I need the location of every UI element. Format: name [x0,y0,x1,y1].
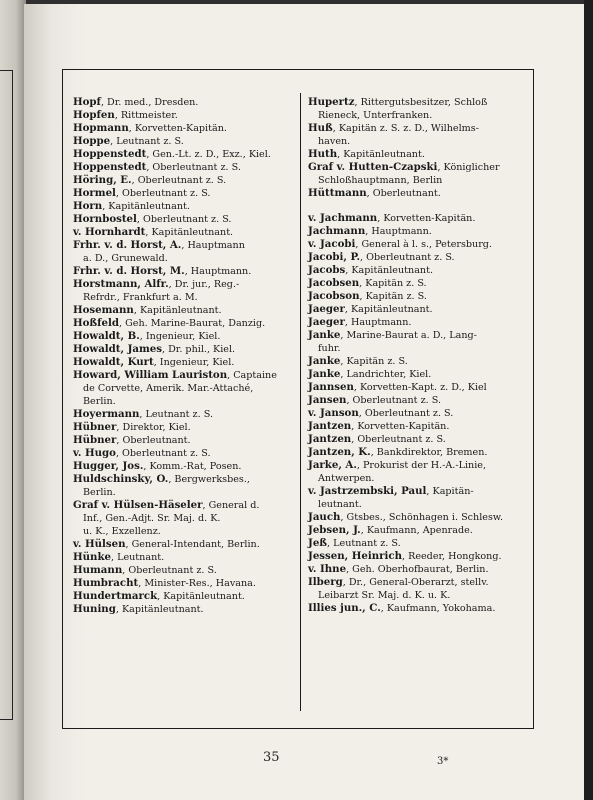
entry-details: a. D., Grunewald. [83,253,168,264]
entry-details: , Captaine [227,370,277,381]
directory-entry [73,434,297,447]
directory-entry [73,447,297,460]
entry-details: , Kapitän z. S. [359,291,427,302]
directory-entry [73,538,297,551]
entry-name: Jachmann [308,225,366,237]
directory-entry [73,213,297,226]
directory-entry [308,225,530,238]
entry-details: , Bankdirektor, Bremen. [370,447,488,458]
directory-entry [308,212,530,225]
directory-entry [308,109,530,122]
entry-name: Hopfen [73,109,115,121]
directory-entry [73,278,297,291]
entry-details: , General à l. s., Petersburg. [355,239,492,250]
directory-entry [73,408,297,421]
entry-name: v. Hülsen [73,538,126,550]
right-column [308,96,530,615]
entry-details: , Hauptmann. [184,266,252,277]
entry-name: Jantzen, K. [308,446,371,458]
entry-name: Huth [308,148,338,160]
directory-entry [73,395,297,408]
directory-entry [73,473,297,486]
entry-name: Jantzen [308,433,352,445]
entry-name: Hormel [73,187,116,199]
entry-name: v. Jachmann [308,212,378,224]
entry-name: Janke [308,355,341,367]
entry-name: Hugger, Jos. [73,460,144,472]
entry-details: , Oberleutnant z. S. [346,395,442,406]
entry-name: Hübner [73,421,117,433]
entry-name: v. Janson [308,407,359,419]
directory-entry [73,421,297,434]
entry-details: , Kapitän- [426,486,474,497]
entry-details: , Königlicher [437,162,500,173]
entry-name: Jauch [308,511,341,523]
directory-entry [308,459,530,472]
directory-entry [73,356,297,369]
directory-entry [308,355,530,368]
directory-entry [308,576,530,589]
entry-details: , Korvetten-Kapitän. [351,421,450,432]
entry-details: , Gen.-Lt. z. D., Exz., Kiel. [146,149,271,160]
directory-entry [308,589,530,602]
directory-entry [73,499,297,512]
directory-entry [308,122,530,135]
entry-name: Hopmann [73,122,129,134]
directory-entry [308,511,530,524]
entry-details: , Kapitänleutnant. [133,305,222,316]
directory-entry [73,486,297,499]
entry-name: Frhr. v. d. Horst, M. [73,265,185,277]
entry-name: Horstmann, Alfr. [73,278,169,290]
entry-details: , General d. [202,500,260,511]
entry-name: Janke [308,368,341,380]
entry-details: Rieneck, Unterfranken. [318,110,433,121]
entry-name: Jacobi, P. [308,251,361,263]
entry-details: , Rittmeister. [114,110,178,121]
entry-name: Frhr. v. d. Horst, A. [73,239,182,251]
entry-details: , Hauptmann. [365,226,432,237]
entry-name: Howaldt, James [73,343,163,355]
entry-name: Howard, William Lauriston [73,369,228,381]
entry-details: , Komm.-Rat, Posen. [143,461,242,472]
directory-entry [308,290,530,303]
directory-entry [73,226,297,239]
entry-name: Hoßfeld [73,317,120,329]
entry-details: fuhr. [318,343,341,354]
text-frame [62,69,534,729]
entry-name: v. Ihne [308,563,347,575]
directory-entry [308,148,530,161]
entry-details: , Kapitänleutnant. [344,304,433,315]
entry-details: , Prokurist der H.-A.-Linie, [356,460,487,471]
entry-details: , Oberleutnant z. S. [360,252,455,263]
entry-details: , Kapitän z. S. z. D., Wilhelms- [332,123,479,134]
directory-entry [308,187,530,200]
entry-name: Hübner [73,434,117,446]
entry-details: , Dr., General-Oberarzt, stellv. [342,577,489,588]
directory-entry [308,264,530,277]
entry-name: Graf v. Hutten-Czapski [308,161,438,173]
entry-details: , Oberleutnant. [366,188,441,199]
directory-entry [73,252,297,265]
entry-details: , Dr. med., Dresden. [100,97,199,108]
entry-name: Jantzen [308,420,352,432]
entry-name: Hopf [73,96,101,108]
entry-name: Jacobsen [308,277,360,289]
entry-name: Hupertz [308,96,355,108]
directory-entry [308,238,530,251]
entry-details: , Oberleutnant z. S. [115,188,211,199]
entry-details: Refrdr., Frankfurt a. M. [83,292,198,303]
directory-entry [308,550,530,563]
entry-name: Hornbostel [73,213,137,225]
entry-details: , Oberleutnant. [116,435,191,446]
directory-entry [73,551,297,564]
directory-entry [73,603,297,616]
entry-details: , Oberleutnant z. S. [136,214,232,225]
entry-name: Illies jun., C. [308,602,381,614]
entry-details: , Leutnant z. S. [139,409,213,420]
entry-name: Hundertmarck [73,590,158,602]
directory-entry [308,174,530,187]
entry-details: , Marine-Baurat a. D., Lang- [340,330,477,341]
entry-details: , Leutnant z. S. [327,538,401,549]
directory-entry [308,316,530,329]
directory-entry [73,590,297,603]
entry-details: , Hauptmann [181,240,245,251]
entry-details: , Gtsbes., Schönhagen i. Schlesw. [340,512,503,523]
entry-details: , Kapitänleutnant. [115,604,204,615]
directory-entry [308,161,530,174]
directory-entry [308,537,530,550]
entry-name: Jessen, Heinrich [308,550,402,562]
entry-name: Ilberg [308,576,343,588]
entry-details: Antwerpen. [318,473,375,484]
entry-details: , Kapitänleutnant. [345,265,433,276]
entry-name: v. Hugo [73,447,116,459]
entry-details: , Kapitänleutnant. [157,591,245,602]
entry-name: Jaeger [308,303,345,315]
entry-name: Huning [73,603,116,615]
directory-entry [308,394,530,407]
entry-name: Jebsen, J. [308,524,361,536]
directory-entry [308,368,530,381]
entry-details: haven. [318,136,351,147]
directory-entry [73,96,297,109]
entry-name: Höring, E. [73,174,132,186]
entry-details: , Reeder, Hongkong. [402,551,502,562]
entry-details: Berlin. [83,487,116,498]
directory-entry [308,485,530,498]
directory-entry [308,381,530,394]
entry-details: Inf., Gen.-Adjt. Sr. Maj. d. K. [83,513,221,524]
entry-details: , Kapitän z. S. [359,278,427,289]
directory-entry [73,239,297,252]
entry-details: , Kaufmann, Apenrade. [360,525,473,536]
entry-name: Hoppe [73,135,111,147]
entry-name: v. Jacobi [308,238,356,250]
entry-details: , Oberleutnant z. S. [115,448,211,459]
entry-details: , General-Intendant, Berlin. [125,539,260,550]
page-number: 35 [263,750,280,765]
column-divider [300,93,301,711]
entry-name: Howaldt, Kurt [73,356,154,368]
directory-entry [308,602,530,615]
entry-name: Janke [308,329,341,341]
book-page [24,4,584,800]
directory-entry [308,277,530,290]
directory-entry [73,369,297,382]
entry-details: de Corvette, Amerik. Mar.-Attaché, [83,383,254,394]
entry-details: , Oberleutnant z. S. [146,162,241,173]
entry-details: , Minister-Res., Havana. [138,578,256,589]
entry-details: , Geh. Marine-Baurat, Danzig. [119,318,266,329]
directory-entry [73,564,297,577]
left-page-edge [0,0,26,800]
entry-details: , Korvetten-Kapitän. [128,123,227,134]
entry-name: Jacobson [308,290,360,302]
directory-entry [73,460,297,473]
directory-entry [308,472,530,485]
entry-name: Graf v. Hülsen-Häseler [73,499,203,511]
entry-details: , Landrichter, Kiel. [340,369,432,380]
entry-details: , Geh. Oberhofbaurat, Berlin. [346,564,489,575]
directory-entry [308,251,530,264]
entry-name: Hoppenstedt [73,148,147,160]
entry-name: Jeß [308,537,328,549]
directory-entry [308,342,530,355]
entry-details: , Ingenieur, Kiel. [153,357,235,368]
directory-entry [73,174,297,187]
entry-details: , Ingenieur, Kiel. [139,331,221,342]
entry-details: , Leutnant z. S. [110,136,184,147]
entry-name: Jarke, A. [308,459,357,471]
entry-name: Horn [73,200,103,212]
directory-entry [308,303,530,316]
scan-edge [584,0,593,800]
entry-details: Leibarzt Sr. Maj. d. K. u. K. [318,590,451,601]
directory-entry [73,291,297,304]
entry-details: , Kapitänleutnant. [145,227,234,238]
entry-details: Berlin. [83,396,116,407]
directory-entry [73,148,297,161]
directory-entry [308,446,530,459]
entry-details: , Direktor, Kiel. [116,422,191,433]
directory-entry [73,304,297,317]
directory-entry [73,330,297,343]
directory-entry [73,135,297,148]
entry-name: Huß [308,122,333,134]
entry-details: , Hauptmann. [344,317,412,328]
entry-name: v. Hornhardt [73,226,146,238]
entry-details: , Oberleutnant z. S. [131,175,227,186]
directory-entry [308,498,530,511]
entry-details: , Oberleutnant z. S. [122,565,217,576]
entry-name: Huldschinsky, O. [73,473,169,485]
directory-entry [308,524,530,537]
entry-name: Humann [73,564,123,576]
entry-details: , Korvetten-Kapt. z. D., Kiel [353,382,487,393]
entry-name: Jaeger [308,316,345,328]
directory-entry [73,525,297,538]
entry-details: , Dr. phil., Kiel. [162,344,236,355]
entry-details: , Kapitän z. S. [340,356,408,367]
directory-entry [308,329,530,342]
directory-entry [73,343,297,356]
entry-name: v. Jastrzembski, Paul [308,485,427,497]
directory-entry [73,512,297,525]
directory-entry [308,135,530,148]
entry-details: , Rittergutsbesitzer, Schloß [354,97,488,108]
entry-name: Hünke [73,551,111,563]
entry-details: , Kapitänleutnant. [102,201,190,212]
directory-entry [73,161,297,174]
directory-entry [73,187,297,200]
entry-details: , Dr. jur., Reg.- [168,279,240,290]
directory-entry [308,96,530,109]
directory-entry [73,265,297,278]
entry-name: Hoppenstedt [73,161,147,173]
entry-name: Hüttmann [308,187,367,199]
directory-entry [308,420,530,433]
signature-mark: 3* [437,756,449,767]
entry-name: Humbracht [73,577,139,589]
entry-details: Schloßhauptmann, Berlin [318,175,443,186]
entry-details: , Oberleutnant z. S. [358,408,454,419]
directory-entry [73,317,297,330]
entry-details: , Leutnant. [110,552,165,563]
left-column [73,96,297,616]
directory-entry [73,109,297,122]
entry-name: Jannsen [308,381,354,393]
entry-details: , Kaufmann, Yokohama. [380,603,496,614]
directory-entry [73,200,297,213]
entry-details: , Korvetten-Kapitän. [377,213,476,224]
directory-entry [73,382,297,395]
entry-name: Jacobs [308,264,346,276]
directory-entry [308,563,530,576]
directory-entry [308,433,530,446]
entry-details: , Oberleutnant z. S. [351,434,446,445]
entry-name: Jansen [308,394,347,406]
directory-entry [308,407,530,420]
entry-details: , Bergwerksbes., [168,474,250,485]
entry-details: , Kapitänleutnant. [337,149,425,160]
entry-name: Hosemann [73,304,134,316]
entry-details: leutnant. [318,499,362,510]
entry-details: u. K., Exzellenz. [83,526,161,537]
left-page-frame [0,70,13,720]
entry-name: Hoyermann [73,408,140,420]
entry-name: Howaldt, B. [73,330,140,342]
directory-entry [73,122,297,135]
directory-entry [73,577,297,590]
